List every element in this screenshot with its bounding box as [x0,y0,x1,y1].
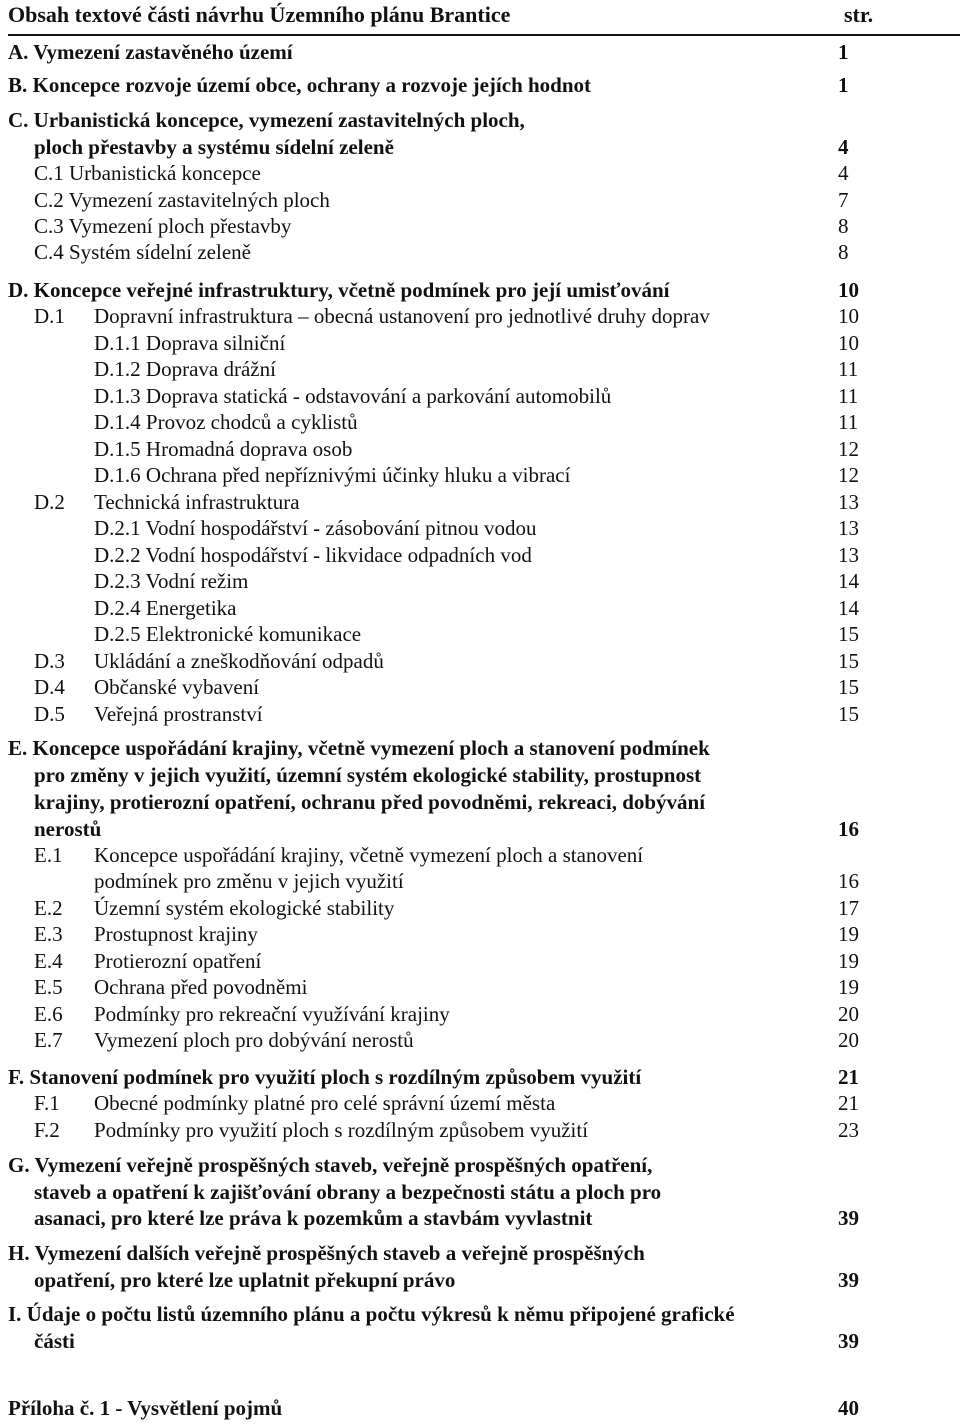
entry-title: D.1.2 Doprava drážní [94,357,276,381]
entry-title: D.2.5 Elektronické komunikace [94,622,362,646]
entry-page: 11 [838,410,859,434]
entry-title: nerostů [34,817,102,841]
toc-entry [0,1028,960,1058]
entry-page: 15 [838,702,859,726]
entry-number: E.5 [34,975,63,999]
toc-entry [0,161,960,191]
toc-entry [0,569,960,599]
entry-title: Dopravní infrastruktura – obecná ustanovení pro jednotlivé druhy doprav [94,304,710,328]
entry-page: 8 [838,240,849,264]
entry-title: Podmínky pro využití ploch s rozdílným způsobem využití [94,1118,589,1142]
toc-entry [0,1153,960,1183]
entry-title: I. Údaje o počtu listů územního plánu a počtu výkresů k němu připojené grafické [8,1302,735,1326]
entry-title: C.1 Urbanistická koncepce [34,161,261,185]
toc-entry [0,108,960,138]
entry-title: asanaci, pro které lze práva k pozemkům a stavbám vyvlastnit [34,1206,593,1230]
toc-entry [0,73,960,103]
entry-page: 12 [838,463,859,487]
entry-page: 8 [838,214,849,238]
toc-footer-entry [0,1396,960,1426]
toc-entry [0,516,960,546]
entry-title: Obecné podmínky platné pro celé správní území města [94,1091,556,1115]
entry-title: Ochrana před povodněmi [94,975,308,999]
entry-page: 16 [838,869,859,893]
entry-title: Občanské vybavení [94,675,260,699]
toc-entry [0,975,960,1005]
entry-page: 19 [838,922,859,946]
entry-title: Ukládání a zneškodňování odpadů [94,649,384,673]
toc-entry [0,869,960,899]
entry-title: opatření, pro které lze uplatnit překupní právo [34,1268,456,1292]
entry-page: 14 [838,569,859,593]
entry-title: ploch přestavby a systému sídelní zeleně [34,135,394,159]
entry-number: E.2 [34,896,63,920]
entry-page: 13 [838,516,859,540]
entry-title: D.1.6 Ochrana před nepříznivými účinky hluku a vibrací [94,463,571,487]
entry-page: 15 [838,675,859,699]
entry-number: D.2 [34,490,65,514]
entry-page: 16 [838,817,859,841]
entry-title: C.3 Vymezení ploch přestavby [34,214,292,238]
toc-entry [0,675,960,705]
entry-page: 19 [838,949,859,973]
entry-number: D.5 [34,702,65,726]
entry-title: D.2.4 Energetika [94,596,237,620]
entry-page: 11 [838,384,859,408]
entry-title: pro změny v jejich využití, územní systém ekologické stability, prostupnost [34,763,702,787]
entry-page: 14 [838,596,859,620]
toc-title: Obsah textové části návrhu Územního plánu Brantice [8,2,511,27]
toc-entry [0,622,960,652]
entry-page: 15 [838,622,859,646]
entry-page: 23 [838,1118,859,1142]
entry-number: D.3 [34,649,65,673]
entry-page: 13 [838,490,859,514]
entry-title: C. Urbanistická koncepce, vymezení zastavitelných ploch, [8,108,525,132]
entry-number: D.1 [34,304,65,328]
entry-page: 4 [838,135,849,159]
toc-entry [0,1241,960,1271]
entry-page: 20 [838,1002,859,1026]
toc-entry [0,763,960,793]
entry-title: D.1.4 Provoz chodců a cyklistů [94,410,358,434]
entry-page: 1 [838,73,849,97]
entry-title: Příloha č. 1 - Vysvětlení pojmů [8,1396,283,1420]
toc-entry [0,1091,960,1121]
entry-page: 11 [838,357,859,381]
toc-entry [0,1206,960,1236]
entry-title: Technická infrastruktura [94,490,300,514]
entry-page: 13 [838,543,859,567]
entry-title: D.2.3 Vodní režim [94,569,249,593]
toc-header [8,0,960,36]
entry-title: Koncepce uspořádání krajiny, včetně vymezení ploch a stanovení [94,843,644,867]
entry-page: 39 [838,1206,859,1230]
toc-entry [0,922,960,952]
entry-title: Veřejná prostranství [94,702,263,726]
toc-entry [0,40,960,70]
entry-number: E.6 [34,1002,63,1026]
entry-number: D.4 [34,675,65,699]
entry-page: 4 [838,161,849,185]
entry-number: F.1 [34,1091,60,1115]
entry-title: F. Stanovení podmínek pro využití ploch s rozdílným způsobem využití [8,1065,642,1089]
entry-title: krajiny, protierozní opatření, ochranu před povodněmi, rekreaci, dobývání [34,790,706,814]
entry-title: D.2.1 Vodní hospodářství - zásobování pitnou vodou [94,516,537,540]
entry-title: D.2.2 Vodní hospodářství - likvidace odpadních vod [94,543,532,567]
entry-page: 10 [838,304,859,328]
entry-title: D. Koncepce veřejné infrastruktury, včetně podmínek pro její umisťování [8,278,670,302]
toc-entry [0,1302,960,1332]
entry-title: Územní systém ekologické stability [94,896,395,920]
entry-title: H. Vymezení dalších veřejně prospěšných staveb a veřejně prospěšných [8,1241,645,1265]
entry-title: části [34,1329,75,1353]
entry-page: 10 [838,278,859,302]
entry-number: F.2 [34,1118,60,1142]
entry-page: 21 [838,1091,859,1115]
entry-title: B. Koncepce rozvoje území obce, ochrany a rozvoje jejích hodnot [8,73,592,97]
entry-number: E.3 [34,922,63,946]
entry-title: D.1.5 Hromadná doprava osob [94,437,353,461]
entry-title: C.4 Systém sídelní zeleně [34,240,251,264]
toc-entry [0,736,960,766]
entry-page: 10 [838,331,859,355]
entry-page: 7 [838,188,849,212]
entry-page: 39 [838,1268,859,1292]
entry-page: 40 [838,1396,859,1420]
entry-title: G. Vymezení veřejně prospěšných staveb, veřejně prospěšných opatření, [8,1153,653,1177]
entry-title: Protierozní opatření [94,949,262,973]
entry-page: 21 [838,1065,859,1089]
entry-number: E.4 [34,949,63,973]
entry-title: C.2 Vymezení zastavitelných ploch [34,188,330,212]
entry-title: D.1.1 Doprava silniční [94,331,286,355]
toc-entry [0,1329,960,1359]
entry-title: staveb a opatření k zajišťování obrany a bezpečnosti státu a ploch pro [34,1180,662,1204]
entry-page: 15 [838,649,859,673]
entry-number: E.7 [34,1028,63,1052]
toc-entry [0,1118,960,1148]
entry-page: 1 [838,40,849,64]
toc-entry [0,304,960,334]
entry-page: 19 [838,975,859,999]
entry-page: 20 [838,1028,859,1052]
toc-entry [0,240,960,270]
entry-page: 17 [838,896,859,920]
entry-title: D.1.3 Doprava statická - odstavování a parkování automobilů [94,384,612,408]
entry-title: Prostupnost krajiny [94,922,258,946]
entry-title: Vymezení ploch pro dobývání nerostů [94,1028,414,1052]
entry-number: E.1 [34,843,63,867]
page-column-label: str. [844,2,874,27]
entry-title: E. Koncepce uspořádání krajiny, včetně vymezení ploch a stanovení podmínek [8,736,710,760]
toc-entry [0,790,960,820]
entry-title: Podmínky pro rekreační využívání krajiny [94,1002,450,1026]
entry-page: 12 [838,437,859,461]
entry-title: podmínek pro změnu v jejich využití [94,869,404,893]
entry-title: A. Vymezení zastavěného území [8,40,293,64]
toc-entry [0,410,960,440]
toc-entry [0,357,960,387]
entry-page: 39 [838,1329,859,1353]
toc-entry [0,1268,960,1298]
toc-entry [0,463,960,493]
toc-entry [0,702,960,732]
